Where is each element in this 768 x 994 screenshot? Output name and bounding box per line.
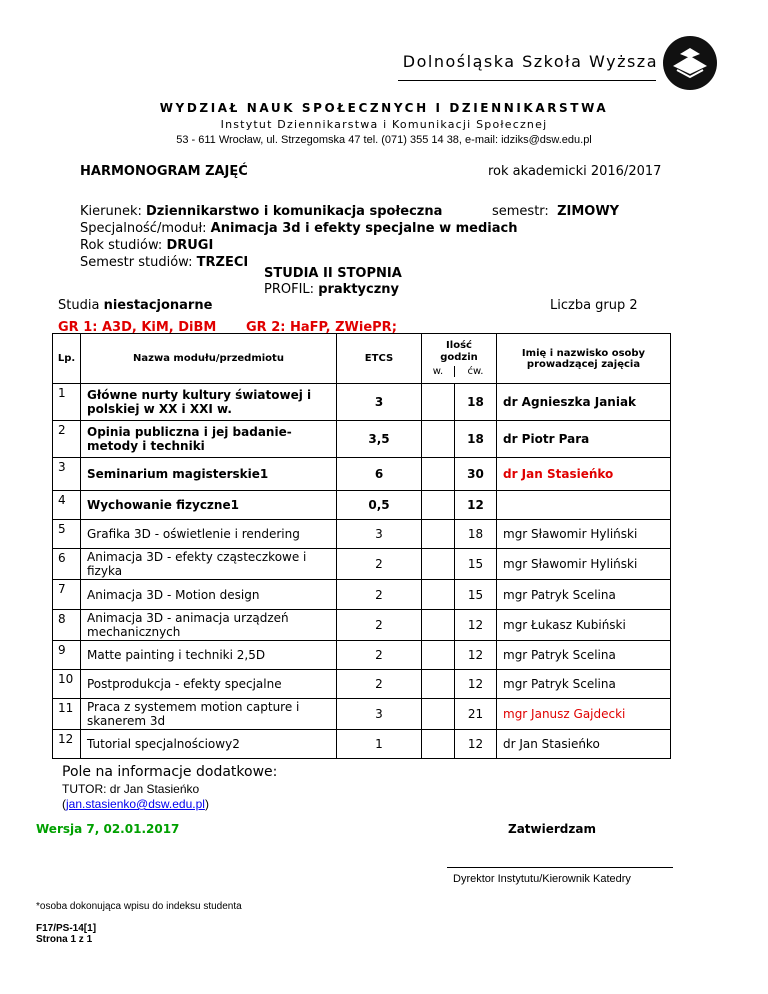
row-lp: 1 xyxy=(53,384,81,421)
group-2: GR 2: HaFP, ZWiePR; xyxy=(246,320,397,335)
table-row xyxy=(53,730,671,759)
rok-label: Rok studiów: xyxy=(80,238,163,253)
row-teacher: mgr Łukasz Kubiński xyxy=(497,610,671,641)
row-ects: 2 xyxy=(337,610,422,641)
row-w xyxy=(422,549,455,580)
col-hours xyxy=(422,334,497,384)
row-name: Tutorial specjalnościowy2 xyxy=(81,730,337,759)
row-lp: 3 xyxy=(53,458,81,491)
row-cw: 21 xyxy=(455,699,497,730)
row-ects: 1 xyxy=(337,730,422,759)
address-line: 53 - 611 Wrocław, ul. Strzegomska 47 tel. (071) 355 14 38, e-mail: idziks@dsw.edu.pl xyxy=(176,134,592,146)
row-w xyxy=(422,641,455,670)
row-name: Grafika 3D - oświetlenie i rendering xyxy=(81,520,337,549)
row-cw: 12 xyxy=(455,610,497,641)
row-w xyxy=(422,580,455,610)
groups-count: Liczba grup 2 xyxy=(550,298,638,313)
mode-value: niestacjonarne xyxy=(103,298,213,313)
kierunek-value: Dziennikarstwo i komunikacja społeczna xyxy=(146,204,443,219)
table-row xyxy=(53,699,671,730)
tutor-email-line: (jan.stasienko@dsw.edu.pl) xyxy=(62,797,209,811)
row-cw: 12 xyxy=(455,670,497,699)
header-divider xyxy=(398,80,656,81)
row-lp: 9 xyxy=(53,641,81,670)
row-name: Opinia publiczna i jej badanie-metody i techniki xyxy=(81,421,337,458)
row-cw: 12 xyxy=(455,641,497,670)
col-ects: ETCS xyxy=(337,334,422,384)
approve-label: Zatwierdzam xyxy=(508,822,596,836)
table-row xyxy=(53,580,671,610)
row-ects: 2 xyxy=(337,670,422,699)
row-ects: 2 xyxy=(337,549,422,580)
row-name: Wychowanie fizyczne1 xyxy=(81,491,337,520)
tutor-email-link[interactable]: jan.stasienko@dsw.edu.pl xyxy=(66,797,205,811)
row-ects: 0,5 xyxy=(337,491,422,520)
row-lp: 8 xyxy=(53,610,81,641)
row-w xyxy=(422,384,455,421)
profil-value: praktyczny xyxy=(318,282,400,297)
row-cw: 15 xyxy=(455,549,497,580)
row-teacher: dr Agnieszka Janiak xyxy=(497,384,671,421)
footnote: *osoba dokonująca wpisu do indeksu studenta xyxy=(36,901,242,912)
spec-line xyxy=(80,221,517,236)
form-code: F17/PS-14[1] xyxy=(36,923,97,934)
table-row xyxy=(53,458,671,491)
table-row xyxy=(53,641,671,670)
row-teacher: mgr Patryk Scelina xyxy=(497,670,671,699)
row-ects: 3,5 xyxy=(337,421,422,458)
semester-label: semestr: xyxy=(492,204,549,219)
row-cw: 12 xyxy=(455,491,497,520)
table-row xyxy=(53,421,671,458)
semester-value: ZIMOWY xyxy=(557,204,620,219)
schedule-table xyxy=(52,333,671,759)
spec-value: Animacja 3d i efekty specjalne w mediach xyxy=(210,221,518,236)
row-lp: 2 xyxy=(53,421,81,458)
mode-line xyxy=(58,298,212,313)
row-ects: 2 xyxy=(337,580,422,610)
row-w xyxy=(422,458,455,491)
spec-label: Specjalność/moduł: xyxy=(80,221,207,236)
row-ects: 2 xyxy=(337,641,422,670)
row-w xyxy=(422,421,455,458)
hours-label: Ilość godzin xyxy=(440,340,478,363)
row-name: Postprodukcja - efekty specjalne xyxy=(81,670,337,699)
kierunek-label: Kierunek: xyxy=(80,204,142,219)
col-w: w. xyxy=(422,366,455,377)
row-cw: 18 xyxy=(455,384,497,421)
row-lp: 5 xyxy=(53,520,81,549)
group-1: GR 1: A3D, KiM, DiBM xyxy=(58,320,217,335)
row-lp: 7 xyxy=(53,580,81,610)
table-row xyxy=(53,520,671,549)
row-cw: 30 xyxy=(455,458,497,491)
col-lp: Lp. xyxy=(53,334,81,384)
row-name: Seminarium magisterskie1 xyxy=(81,458,337,491)
school-logo-icon xyxy=(663,36,717,90)
semestr-studiow-label: Semestr studiów: xyxy=(80,255,193,270)
row-w xyxy=(422,520,455,549)
col-teacher: Imię i nazwisko osoby prowadzącej zajęcia xyxy=(497,334,671,384)
kierunek-line xyxy=(80,204,442,219)
page-number: Strona 1 z 1 xyxy=(36,934,93,945)
mode-label: Studia xyxy=(58,298,100,313)
row-teacher: dr Piotr Para xyxy=(497,421,671,458)
row-ects: 6 xyxy=(337,458,422,491)
row-name: Animacja 3D - animacja urządzeń mechanicznych xyxy=(81,610,337,641)
institute-name: Instytut Dziennikarstwa i Komunikacji Społecznej xyxy=(220,118,548,131)
row-teacher: mgr Janusz Gajdecki xyxy=(497,699,671,730)
table-row xyxy=(53,549,671,580)
tutor-line: TUTOR: dr Jan Stasieńko xyxy=(62,782,200,796)
row-name: Główne nurty kultury światowej i polskiej w XX i XXI w. xyxy=(81,384,337,421)
rok-line xyxy=(80,238,213,253)
row-teacher xyxy=(497,491,671,520)
table-row xyxy=(53,670,671,699)
row-teacher: mgr Patryk Scelina xyxy=(497,641,671,670)
signatory-label: Dyrektor Instytutu/Kierownik Katedry xyxy=(453,873,631,885)
row-lp: 12 xyxy=(53,730,81,759)
row-w xyxy=(422,670,455,699)
row-teacher: dr Jan Stasieńko xyxy=(497,730,671,759)
row-cw: 15 xyxy=(455,580,497,610)
info-title: Pole na informacje dodatkowe: xyxy=(62,764,278,780)
rok-value: DRUGI xyxy=(166,238,214,253)
row-lp: 10 xyxy=(53,670,81,699)
version-label: Wersja 7, 02.01.2017 xyxy=(36,822,180,836)
col-name: Nazwa modułu/przedmiotu xyxy=(81,334,337,384)
row-name: Animacja 3D - efekty cząsteczkowe i fizyka xyxy=(81,549,337,580)
row-lp: 4 xyxy=(53,491,81,520)
row-name: Matte painting i techniki 2,5D xyxy=(81,641,337,670)
row-w xyxy=(422,730,455,759)
row-w xyxy=(422,610,455,641)
row-ects: 3 xyxy=(337,384,422,421)
signature-line xyxy=(447,867,673,868)
row-teacher: dr Jan Stasieńko xyxy=(497,458,671,491)
table-header-row xyxy=(53,334,671,384)
profil-label: PROFIL: xyxy=(264,282,315,297)
table-row xyxy=(53,384,671,421)
study-level: STUDIA II STOPNIA xyxy=(264,266,402,281)
table-row xyxy=(53,610,671,641)
row-lp: 6 xyxy=(53,549,81,580)
row-ects: 3 xyxy=(337,699,422,730)
row-teacher: mgr Sławomir Hyliński xyxy=(497,520,671,549)
semester-line xyxy=(492,204,619,219)
table-row xyxy=(53,491,671,520)
row-w xyxy=(422,699,455,730)
semestr-studiow-line xyxy=(80,255,248,270)
row-lp: 11 xyxy=(53,699,81,730)
row-w xyxy=(422,491,455,520)
semestr-studiow-value: TRZECI xyxy=(196,255,249,270)
hours-sub xyxy=(422,366,496,377)
school-name: Dolnośląska Szkoła Wyższa xyxy=(402,52,658,71)
faculty-title: WYDZIAŁ NAUK SPOŁECZNYCH I DZIENNIKARSTWA xyxy=(159,101,609,115)
col-cw: ćw. xyxy=(467,366,484,377)
profil-line xyxy=(264,282,399,297)
row-name: Praca z systemem motion capture i skanerem 3d xyxy=(81,699,337,730)
row-teacher: mgr Patryk Scelina xyxy=(497,580,671,610)
academic-year: rok akademicki 2016/2017 xyxy=(488,164,662,179)
schedule-title: HARMONOGRAM ZAJĘĆ xyxy=(80,164,248,179)
row-cw: 18 xyxy=(455,520,497,549)
row-cw: 12 xyxy=(455,730,497,759)
row-ects: 3 xyxy=(337,520,422,549)
row-name: Animacja 3D - Motion design xyxy=(81,580,337,610)
row-cw: 18 xyxy=(455,421,497,458)
row-teacher: mgr Sławomir Hyliński xyxy=(497,549,671,580)
